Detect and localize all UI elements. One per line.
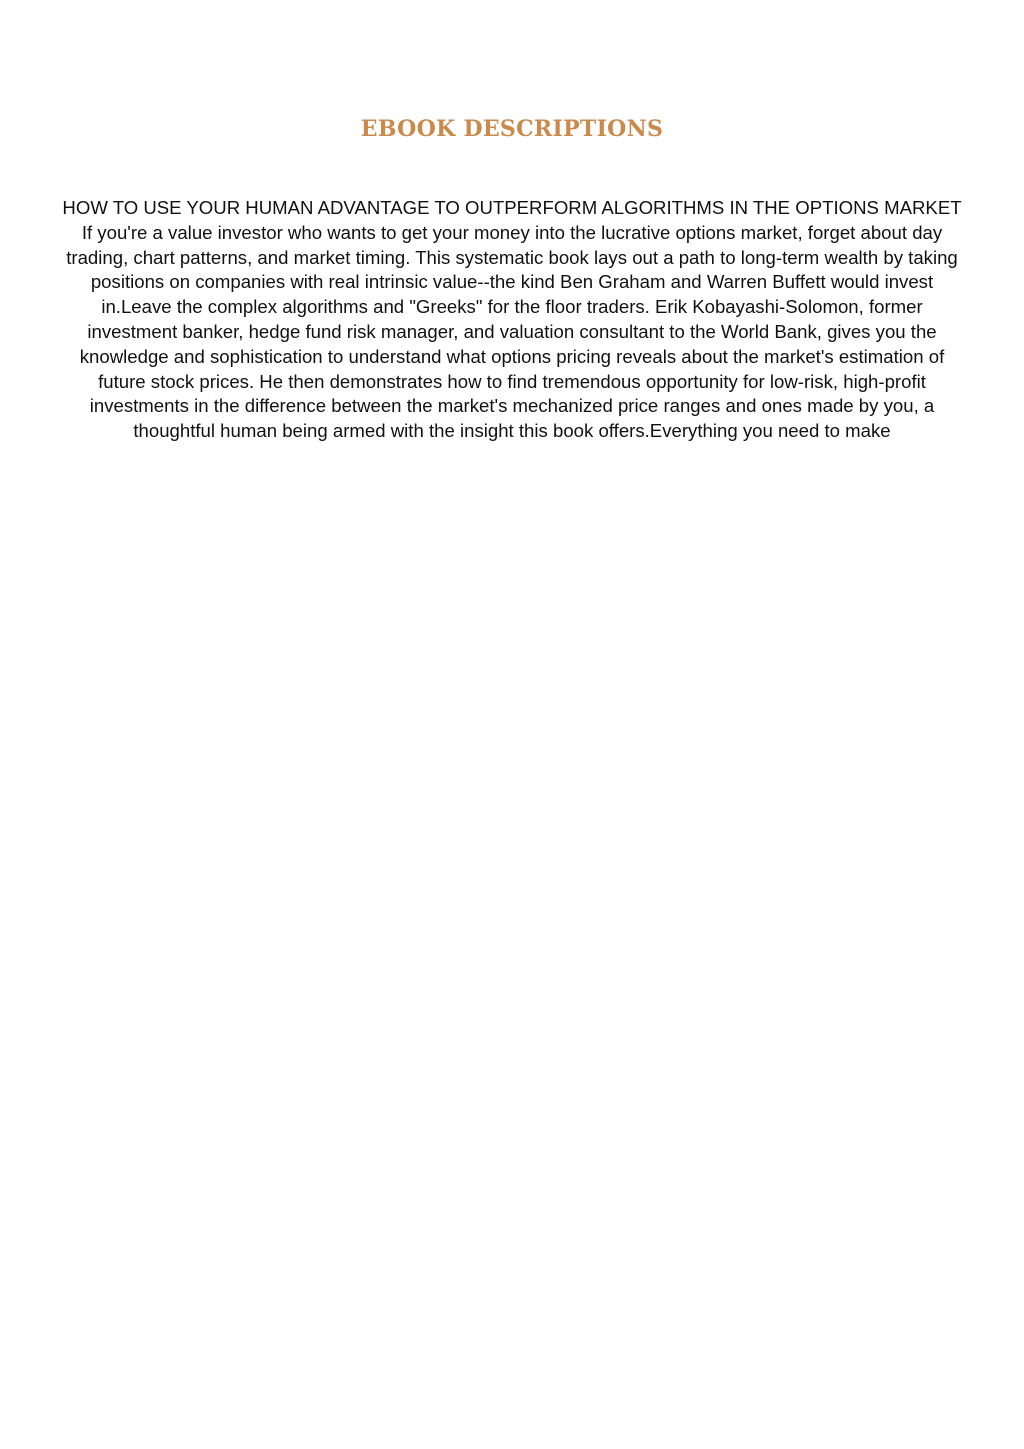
ebook-description: HOW TO USE YOUR HUMAN ADVANTAGE TO OUTPERFORM ALGORITHMS IN THE OPTIONS MARKET If you're a value investor who wants to get your money into the lucrative options market, forget about day trading, chart patterns, and market timing. This systematic book lays out a path to long-term wealth by taking positions on companies with real intrinsic value--the kind Ben Graham and Warren Buffett would invest in.Leave the complex algorithms and "Greeks" for the floor traders. Erik Kobayashi-Solomon, former investment banker, hedge fund risk manager, and valuation consultant to the World Bank, gives you the knowledge and sophistication to understand what options pricing reveals about the market's estimation of future stock prices. He then demonstrates how to find tremendous opportunity for low-risk, high-profit investments in the difference between the market's mechanized price ranges and ones made by you, a thoughtful human being armed with the insight this book offers.Everything you need to make: [62, 197, 962, 442]
page-heading: EBOOK DESCRIPTIONS: [360, 116, 664, 142]
